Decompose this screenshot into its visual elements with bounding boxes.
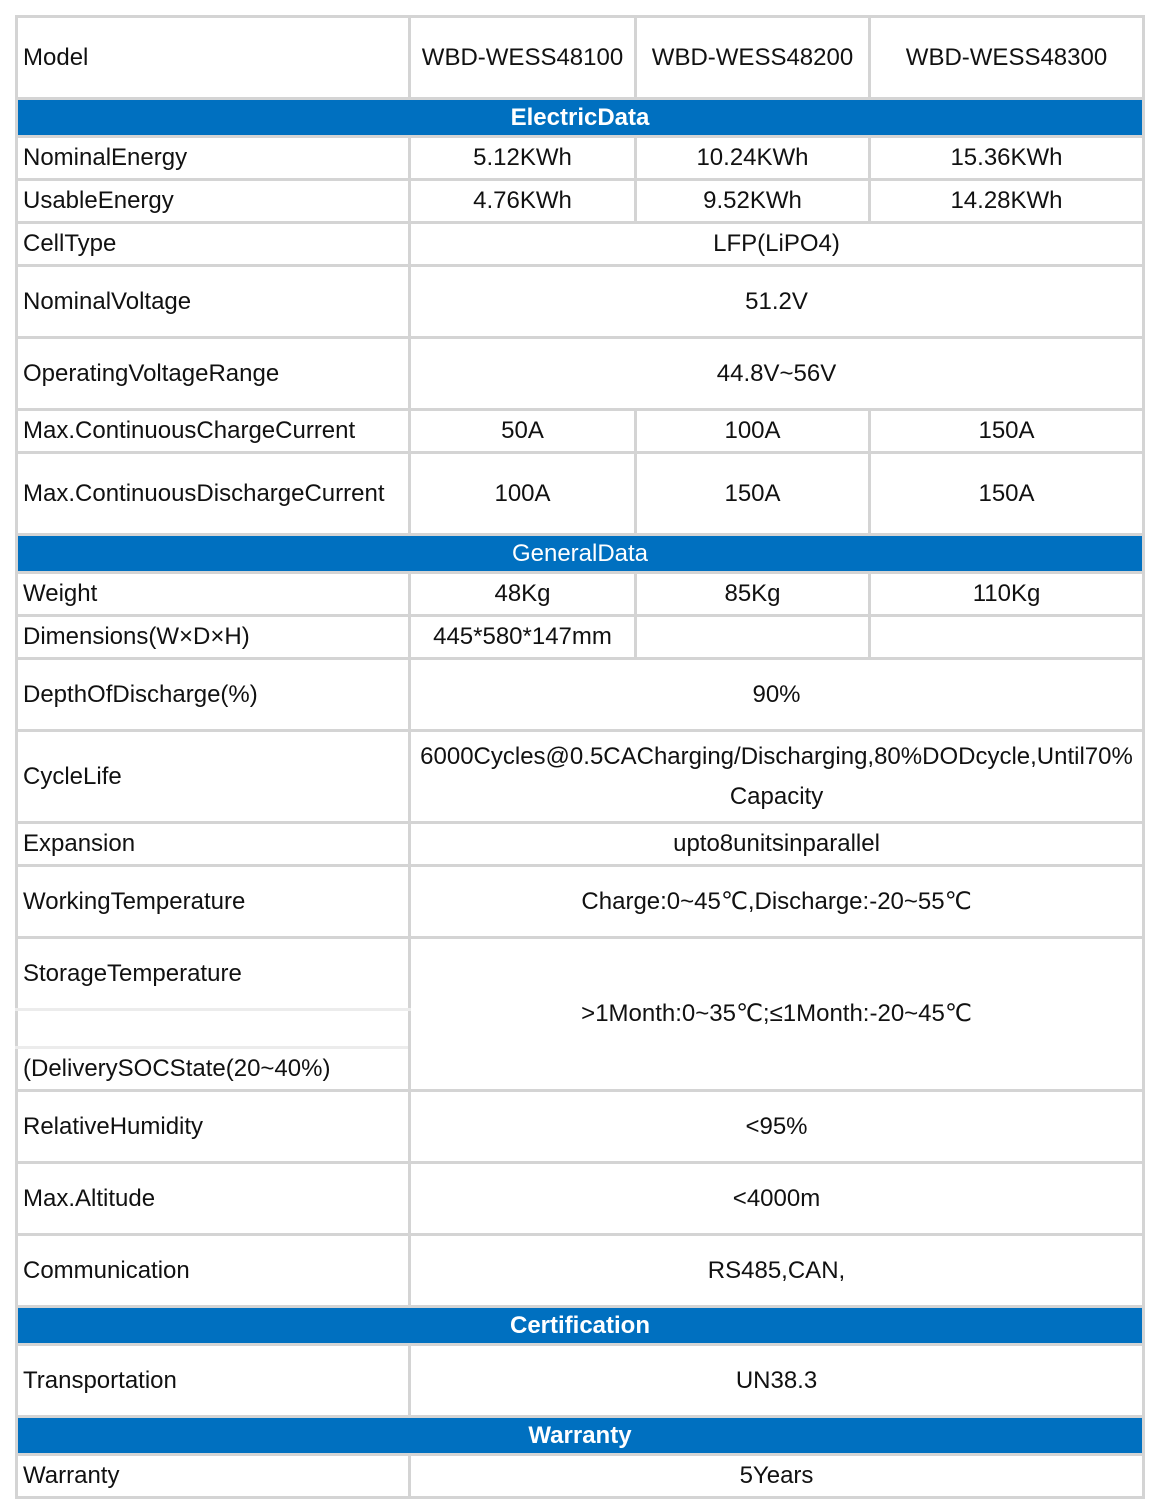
row-operating-voltage: [17, 338, 1144, 410]
cycle-life-label: CycleLife: [17, 731, 410, 823]
spec-sheet: [15, 15, 1142, 1499]
row-relative-humidity: [17, 1091, 1144, 1163]
model-row: [17, 17, 1144, 99]
nominal-voltage-label: NominalVoltage: [17, 266, 410, 338]
model-3: WBD-WESS48300: [870, 17, 1144, 99]
nominal-energy-1: 5.12KWh: [410, 137, 636, 180]
row-weight: [17, 573, 1144, 616]
usable-energy-label: UsableEnergy: [17, 180, 410, 223]
cell-type-label: CellType: [17, 223, 410, 266]
working-temperature-value: Charge:0~45℃,Discharge:-20~55℃: [410, 866, 1144, 938]
relative-humidity-label: RelativeHumidity: [17, 1091, 410, 1163]
usable-energy-1: 4.76KWh: [410, 180, 636, 223]
row-nominal-energy: [17, 137, 1144, 180]
row-warranty: [17, 1455, 1144, 1498]
working-temperature-label: WorkingTemperature: [17, 866, 410, 938]
row-nominal-voltage: [17, 266, 1144, 338]
transportation-label: Transportation: [17, 1345, 410, 1417]
max-altitude-value: <4000m: [410, 1163, 1144, 1235]
section-certification-title: Certification: [17, 1307, 1144, 1345]
section-electric-title: ElectricData: [17, 99, 1144, 137]
weight-2: 85Kg: [636, 573, 870, 616]
discharge-current-2: 150A: [636, 453, 870, 535]
discharge-current-1: 100A: [410, 453, 636, 535]
warranty-value: 5Years: [410, 1455, 1144, 1498]
communication-label: Communication: [17, 1235, 410, 1307]
row-cell-type: [17, 223, 1144, 266]
discharge-current-label: Max.ContinuousDischargeCurrent: [17, 453, 410, 535]
nominal-energy-2: 10.24KWh: [636, 137, 870, 180]
storage-temperature-value: >1Month:0~35℃;≤1Month:-20~45℃: [410, 938, 1144, 1091]
section-certification: [17, 1307, 1144, 1345]
row-working-temperature: [17, 866, 1144, 938]
communication-value: RS485,CAN,: [410, 1235, 1144, 1307]
section-electric: [17, 99, 1144, 137]
row-discharge-current: [17, 453, 1144, 535]
expansion-label: Expansion: [17, 823, 410, 866]
model-1: WBD-WESS48100: [410, 17, 636, 99]
row-cycle-life: [17, 731, 1144, 823]
charge-current-label: Max.ContinuousChargeCurrent: [17, 410, 410, 453]
operating-voltage-value: 44.8V~56V: [410, 338, 1144, 410]
charge-current-2: 100A: [636, 410, 870, 453]
max-altitude-label: Max.Altitude: [17, 1163, 410, 1235]
row-max-altitude: [17, 1163, 1144, 1235]
usable-energy-2: 9.52KWh: [636, 180, 870, 223]
nominal-energy-label: NominalEnergy: [17, 137, 410, 180]
row-transportation: [17, 1345, 1144, 1417]
cell-type-value: LFP(LiPO4): [410, 223, 1144, 266]
row-usable-energy: [17, 180, 1144, 223]
dimensions-3: [870, 616, 1144, 659]
transportation-value: UN38.3: [410, 1345, 1144, 1417]
storage-temperature-spacer: [17, 1010, 410, 1048]
discharge-current-3: 150A: [870, 453, 1144, 535]
cycle-life-value: 6000Cycles@0.5CACharging/Discharging,80%DODcycle,Until70%Capacity: [410, 731, 1144, 823]
relative-humidity-value: <95%: [410, 1091, 1144, 1163]
nominal-energy-3: 15.36KWh: [870, 137, 1144, 180]
charge-current-3: 150A: [870, 410, 1144, 453]
section-general: [17, 535, 1144, 573]
weight-3: 110Kg: [870, 573, 1144, 616]
weight-1: 48Kg: [410, 573, 636, 616]
row-depth-of-discharge: [17, 659, 1144, 731]
model-label: Model: [17, 17, 410, 99]
dimensions-2: [636, 616, 870, 659]
dimensions-label: Dimensions(W×D×H): [17, 616, 410, 659]
usable-energy-3: 14.28KWh: [870, 180, 1144, 223]
expansion-value: upto8unitsinparallel: [410, 823, 1144, 866]
row-storage-temperature: [17, 938, 1144, 1010]
row-communication: [17, 1235, 1144, 1307]
spec-table: [15, 15, 1145, 1499]
model-2: WBD-WESS48200: [636, 17, 870, 99]
row-charge-current: [17, 410, 1144, 453]
section-general-title: GeneralData: [17, 535, 1144, 573]
depth-of-discharge-label: DepthOfDischarge(%): [17, 659, 410, 731]
storage-temperature-label: StorageTemperature: [17, 938, 410, 1010]
weight-label: Weight: [17, 573, 410, 616]
row-dimensions: [17, 616, 1144, 659]
depth-of-discharge-value: 90%: [410, 659, 1144, 731]
row-expansion: [17, 823, 1144, 866]
section-warranty-title: Warranty: [17, 1417, 1144, 1455]
nominal-voltage-value: 51.2V: [410, 266, 1144, 338]
charge-current-1: 50A: [410, 410, 636, 453]
section-warranty: [17, 1417, 1144, 1455]
dimensions-1: 445*580*147mm: [410, 616, 636, 659]
storage-temperature-sublabel: (DeliverySOCState(20~40%): [17, 1048, 410, 1091]
warranty-label: Warranty: [17, 1455, 410, 1498]
operating-voltage-label: OperatingVoltageRange: [17, 338, 410, 410]
